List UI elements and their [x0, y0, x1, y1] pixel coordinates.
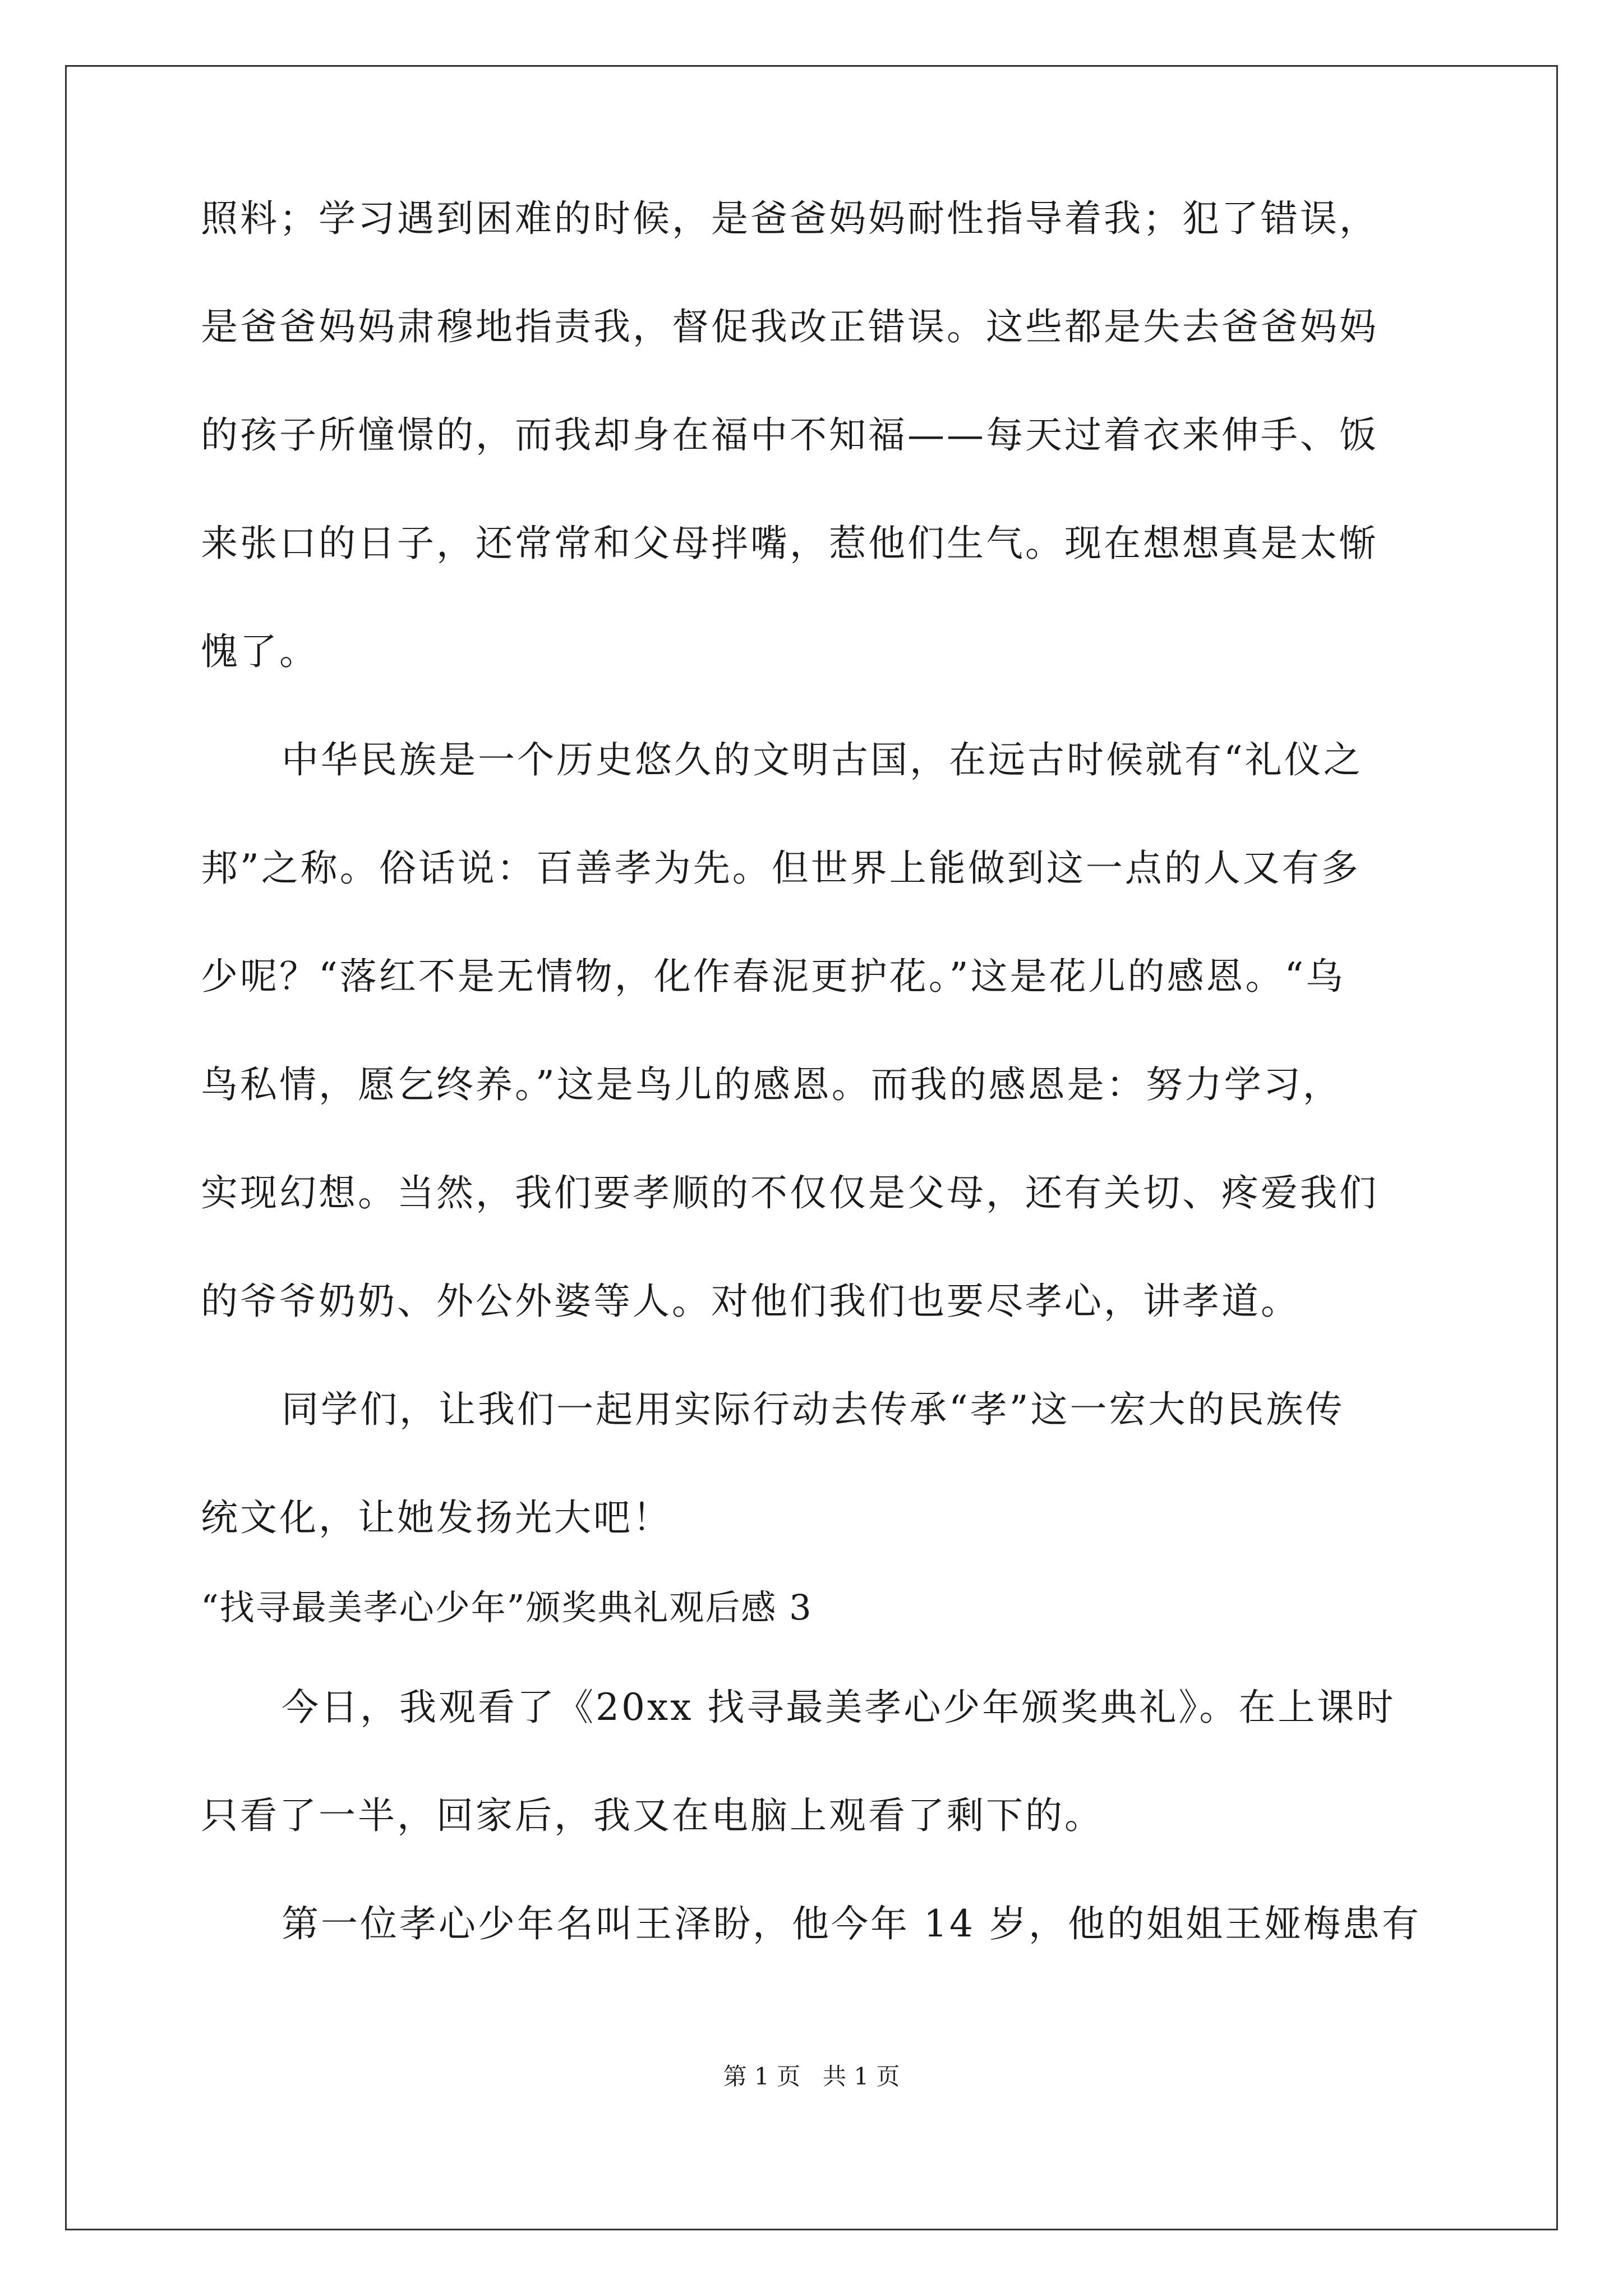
text-line: 的孩子所憧憬的，而我却身在福中不知福——每天过着衣来伸手、饭 — [201, 413, 1378, 457]
paragraph — [201, 191, 1435, 680]
text-line: 中华民族是一个历史悠久的文明古国，在远古时候就有“礼仪之 — [282, 738, 1363, 781]
paragraph — [201, 1680, 1435, 1844]
paragraph — [201, 732, 1435, 1329]
text-line: 同学们，让我们一起用实际行动去传承“孝”这一宏大的民族传 — [282, 1388, 1345, 1431]
text-line: 统文化，让她发扬光大吧！ — [201, 1496, 672, 1539]
text-line: 的爷爷奶奶、外公外婆等人。对他们我们也要尽孝心，讲孝道。 — [201, 1280, 1300, 1323]
text-line: 邦”之称。俗话说：百善孝为先。但世界上能做到这一点的人又有多 — [201, 846, 1361, 890]
page-footer — [0, 2060, 1623, 2093]
document-body — [201, 191, 1435, 1952]
text-line: 愧了。 — [201, 630, 319, 673]
text-line: 实现幻想。当然，我们要孝顺的不仅仅是父母，还有关切、疼爱我们 — [201, 1171, 1378, 1214]
section-heading: “找寻最美孝心少年”颁奖典礼观后感 3 — [201, 1587, 813, 1628]
page-total: 共 1 页 — [823, 2063, 900, 2090]
text-line: 来张口的日子，还常常和父母拌嘴，惹他们生气。现在想想真是太惭 — [201, 522, 1378, 565]
page-number: 第 1 页 — [723, 2063, 800, 2090]
text-line: 照料；学习遇到困难的时候，是爸爸妈妈耐性指导着我；犯了错误， — [201, 197, 1378, 240]
text-line: 少呢？“落红不是无情物，化作春泥更护花。”这是花儿的感恩。“乌 — [201, 955, 1345, 998]
text-line: 只看了一半，回家后，我又在电脑上观看了剩下的。 — [201, 1794, 1104, 1837]
text-line: 第一位孝心少年名叫王泽盼，他今年 14 岁，他的姐姐王娅梅患有 — [282, 1902, 1421, 1945]
paragraph — [201, 1382, 1435, 1546]
text-line: 是爸爸妈妈肃穆地指责我，督促我改正错误。这些都是失去爸爸妈妈 — [201, 305, 1378, 348]
text-line: 今日，我观看了《20xx 找寻最美孝心少年颁奖典礼》。在上课时 — [282, 1686, 1396, 1729]
text-line: 鸟私情，愿乞终养。”这是鸟儿的感恩。而我的感恩是：努力学习， — [201, 1063, 1342, 1106]
paragraph — [201, 1896, 1435, 1952]
